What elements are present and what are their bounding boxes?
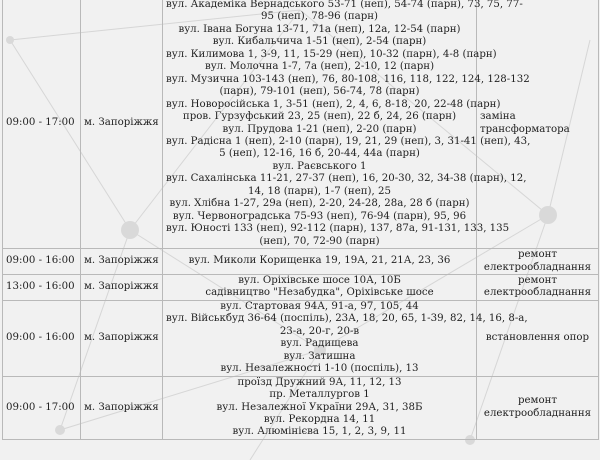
street-line: вул. Радищева [280,338,359,350]
street-line: вул. Алюмінієва 15, 1, 2, 3, 9, 11 [232,426,407,438]
street-line: вул. Військбуд 36-64 (поспіль), 23А, 18, 20, 65, 1-39, 82, 14, 16, 8-а, [166,313,528,325]
street-line: 5 (неп), 12-16, 16 б, 20-44, 44а (парн) [219,148,420,160]
work-type-cell: заміна трансформатора [477,0,599,249]
street-line: вул. Миколи Корищенка 19, 19А, 21, 21А, 23, 36 [188,255,451,267]
time-cell: 09:00 - 16:00 [3,249,81,275]
time-cell: 13:00 - 16:00 [3,274,81,300]
street-line: (парн), 79-101 (неп), 56-74, 78 (парн) [219,86,420,98]
street-line: 23-а, 20-г, 20-в [279,325,360,337]
city-cell: м. Запоріжжя [81,274,163,300]
street-line: вул. Кибальчича 1-51 (неп), 2-54 (парн) [212,36,427,48]
time-cell: 09:00 - 17:00 [3,0,81,249]
street-line: вул. Затишна [283,350,356,362]
work-type-cell: ремонт електрообладнання [477,249,599,275]
street-line: пр. Металлургов 1 [269,389,370,401]
street-line: вул. Незалежної України 29А, 31, 38Б [216,401,423,413]
street-line: вул. Юності 133 (неп), 92-112 (парн), 137, 87а, 91-131, 133, 135 [166,223,510,235]
work-type-cell: ремонт електрообладнання [477,274,599,300]
city-cell: м. Запоріжжя [81,0,163,249]
time-cell: 09:00 - 17:00 [3,376,81,439]
streets-cell [163,274,477,300]
street-line: вул. Хлібна 1-27, 29а (неп), 2-20, 24-28, 28а, 28 б (парн) [169,198,470,210]
table-row [3,0,599,249]
streets-cell [163,376,477,439]
street-line: 14, 18 (парн), 1-7 (неп), 25 [248,185,391,197]
city-cell: м. Запоріжжя [81,249,163,275]
work-type-cell: ремонт електрообладнання [477,376,599,439]
street-line: вул. Новоросійська 1, 3-51 (неп), 2, 4, 6, 8-18, 20, 22-48 (парн) [166,98,501,110]
street-line: 95 (неп), 78-96 (парн) [261,11,378,23]
table-row [3,376,599,439]
street-line: вул. Червоноградська 75-93 (неп), 76-94 (парн), 95, 96 [172,210,467,222]
street-line: вул. Івана Богуна 13-71, 71а (неп), 12а, 12-54 (парн) [178,23,461,35]
time-cell: 09:00 - 16:00 [3,300,81,376]
street-line: вул. Незалежності 1-10 (поспіль), 13 [220,363,419,375]
city-cell: м. Запоріжжя [81,300,163,376]
street-line: садівництво "Незабудка", Оріхівське шосе [205,287,434,299]
street-line: вул. Прудова 1-21 (неп), 2-20 (парн) [222,123,417,135]
street-line: вул. Раєвського 1 [272,160,367,172]
street-line: вул. Стартовая 94А, 91-а, 97, 105, 44 [220,300,419,312]
streets-cell [163,249,477,275]
street-line: вул. Килимова 1, 3-9, 11, 15-29 (неп), 10-32 (парн), 4-8 (парн) [166,48,497,60]
street-line: пров. Гурзуфський 23, 25 (неп), 22 б, 24, 26 (парн) [182,111,457,123]
table-row [3,300,599,376]
city-cell: м. Запоріжжя [81,376,163,439]
street-line: вул. Рекордна 14, 11 [263,413,376,425]
street-line: (неп), 70, 72-90 (парн) [259,235,380,247]
street-line: вул. Оріхівське шосе 10А, 10Б [238,274,401,286]
street-line: вул. Радісна 1 (неп), 2-10 (парн), 19, 21, 29 (неп), 3, 31-41 (неп), 43, [166,135,531,147]
outage-schedule-table [2,0,599,440]
street-line: проїзд Дружний 9А, 11, 12, 13 [237,376,402,388]
street-line: вул. Молочна 1-7, 7а (неп), 2-10, 12 (парн) [204,61,435,73]
street-line: вул. Академіка Вернадського 53-71 (неп), 54-74 (парн), 73, 75, 77- [166,0,523,10]
streets-cell [163,300,528,376]
street-line: вул. Сахалінська 11-21, 27-37 (неп), 16, 20-30, 32, 34-38 (парн), 12, [166,173,527,185]
street-line: вул. Музична 103-143 (неп), 76, 80-108, 116, 118, 122, 124, 128-132 [166,73,530,85]
table-row [3,249,599,275]
work-type-cell: встановлення опор [477,300,599,376]
table-row [3,274,599,300]
